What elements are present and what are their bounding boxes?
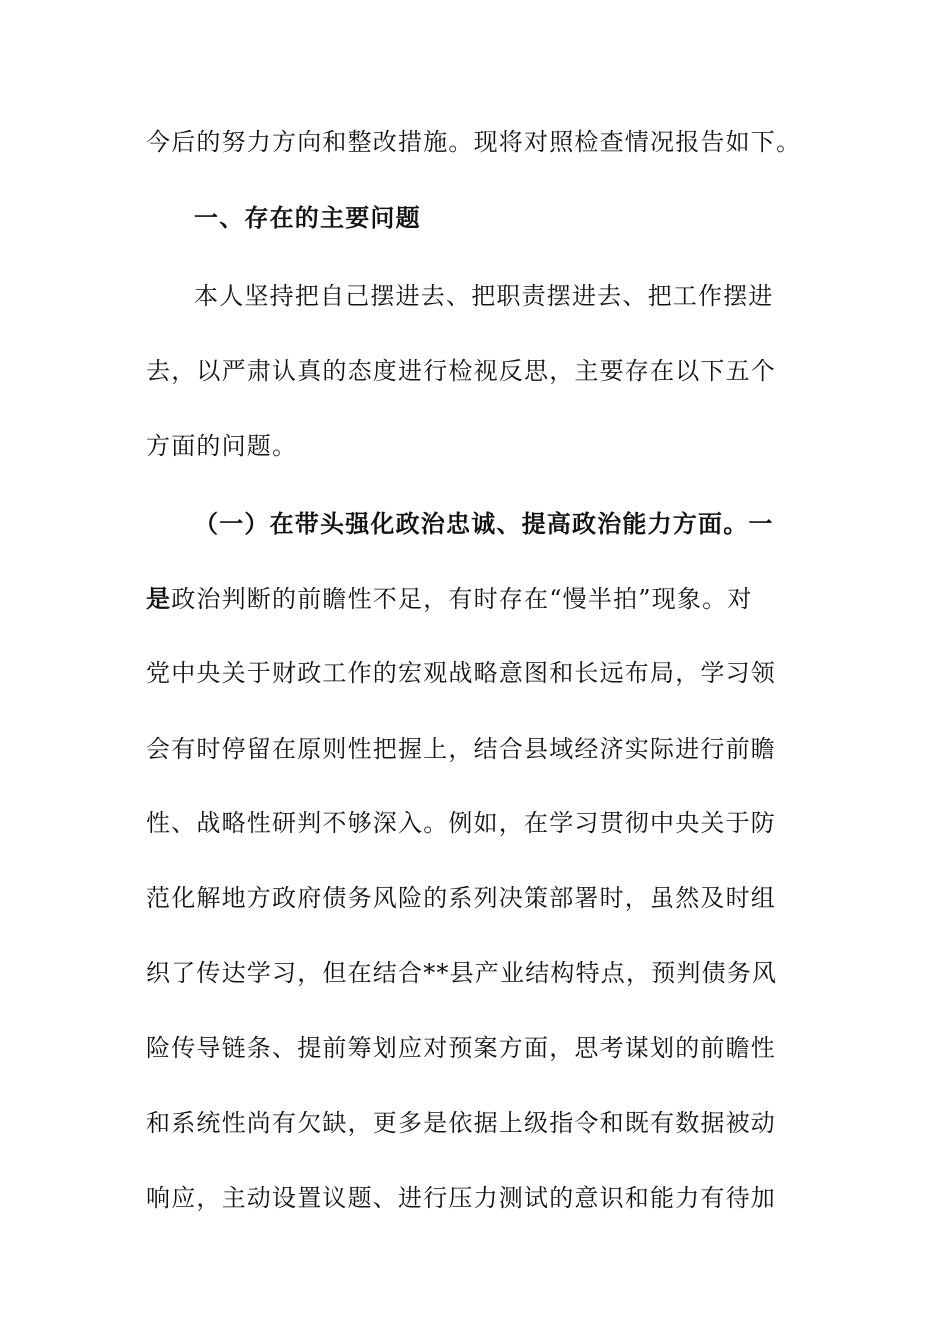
section-heading: 一、存在的主要问题: [194, 203, 421, 232]
paragraph-line: 和系统性尚有欠缺，更多是依据上级指令和既有数据被动: [146, 1109, 776, 1137]
bold-lead-word: 是: [146, 584, 172, 613]
paragraph-line: 本人坚持把自己摆进去、把职责摆进去、把工作摆进: [194, 282, 774, 310]
paragraph-line: 险传导链条、提前筹划应对预案方面，思考谋划的前瞻性: [146, 1034, 776, 1062]
paragraph-line: 今后的努力方向和整改措施。现将对照检查情况报告如下。: [146, 128, 802, 156]
paragraph-line: [146, 584, 806, 614]
paragraph-line: 范化解地方政府债务风险的系列决策部署时，虽然及时组: [146, 884, 776, 912]
paragraph-line: 性、战略性研判不够深入。例如，在学习贯彻中央关于防: [146, 809, 776, 837]
paragraph-line-text: 政治判断的前瞻性不足，有时存在“慢半拍”现象。对: [171, 585, 753, 613]
paragraph-line: 响应，主动设置议题、进行压力测试的意识和能力有待加: [146, 1184, 776, 1212]
paragraph-line: 去，以严肃认真的态度进行检视反思，主要存在以下五个: [146, 357, 776, 385]
paragraph-line: 织了传达学习，但在结合**县产业结构特点，预判债务风: [146, 959, 778, 987]
paragraph-line: 方面的问题。: [146, 432, 298, 460]
subsection-heading: （一）在带头强化政治忠诚、提高政治能力方面。一: [194, 509, 774, 538]
paragraph-line: 党中央关于财政工作的宏观战略意图和长远布局，学习领: [146, 659, 776, 687]
paragraph-line: 会有时停留在原则性把握上，结合县域经济实际进行前瞻: [146, 735, 776, 763]
